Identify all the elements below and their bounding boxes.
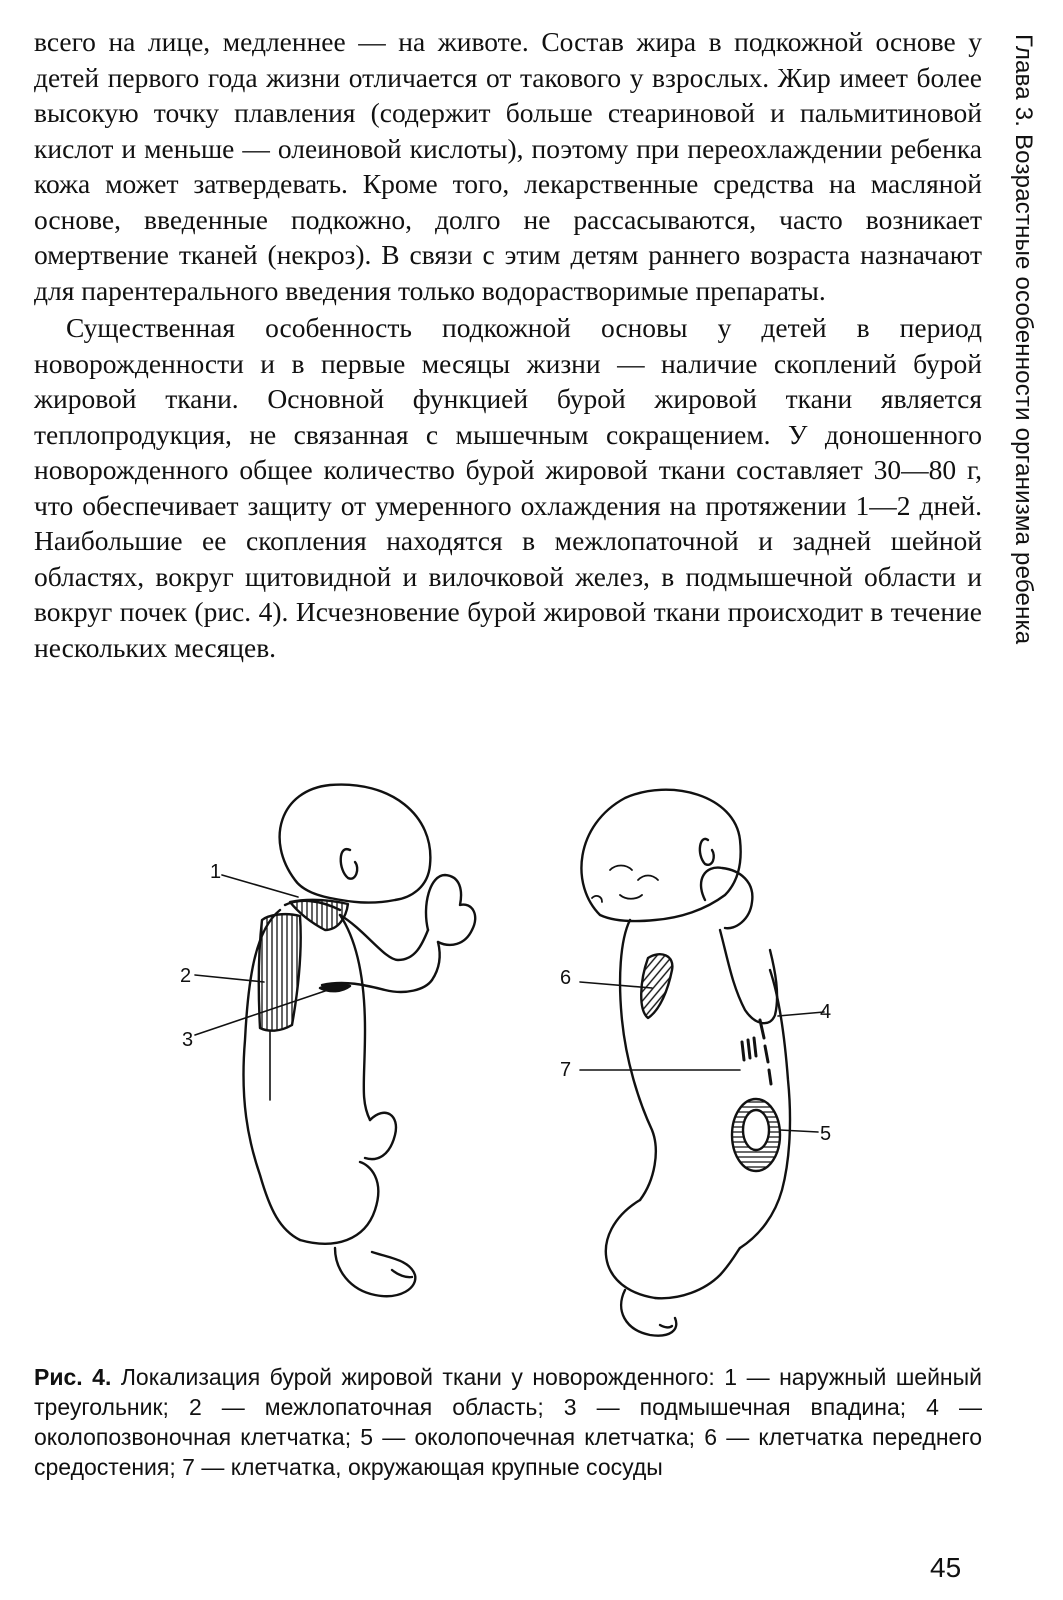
baby-front-view (580, 790, 824, 1336)
paragraph-2: Существенная особенность подкожной основы у детей в период новорожденности и в первые месяцы жизни — наличие скоплений бурой жировой ткани. Основной функцией бурой жировой ткани является теплопродукция, не связанная с мышечным сокращением. У доношенного новорожденного общее количество бурой жировой ткани составляет 30—80 г, что обеспечивает защиту от умеренного охлаждения на протяжении 1—2 дней. Наибольшие ее скопления находятся в межлопаточной и задней шейной областях, вокруг щитовидной и вилочковой желез, в подмышечной области и вокруг почек (рис. 4). Исчезновение бурой жировой ткани происходит в течение нескольких месяцев. (34, 312, 982, 663)
label-2: 2 (180, 965, 192, 987)
body-text (34, 24, 982, 665)
caption-lead: Рис. 4. (34, 1364, 112, 1390)
brown-fat-illustration (160, 770, 860, 1350)
label-1: 1 (210, 861, 222, 883)
paragraph-1: всего на лице, медленнее — на животе. Состав жира в подкожной основе у детей первого года жизни отличается от такового у взрослых. Жир имеет более высокую точку плавления (содержит больше стеариновой и пальмитиновой кислот и меньше — олеиновой кислоты), поэтому при переохлаждении ребенка кожа может затвердевать. Кроме того, лекарственные средства на масляной основе, введенные подкожно, долго не рассасываются, часто возникает омертвение тканей (некроз). В связи с этим детям раннего возраста назначают для парентерального введения только водорастворимые препараты. (34, 26, 982, 306)
label-3: 3 (182, 1029, 194, 1051)
running-head (1002, 34, 1042, 694)
label-6: 6 (560, 967, 572, 989)
label-7: 7 (560, 1059, 572, 1081)
figure-4 (160, 770, 860, 1350)
label-4: 4 (820, 1001, 832, 1023)
figure-caption (34, 1362, 982, 1482)
running-head-text: Глава 3. Возрастные особенности организма ребенка (1010, 34, 1037, 645)
label-5: 5 (820, 1123, 832, 1145)
caption-text: Локализация бурой жировой ткани у новорожденного: 1 — наружный шейный треугольник; 2 — межлопаточная область; 3 — подмышечная впадина; 4 — околопозвоночная клетчатка; 5 — околопочечная клетчатка; 6 — клетчатка переднего средостения; 7 — клетчатка, окружающая крупные сосуды (34, 1364, 982, 1480)
page-number: 45 (930, 1552, 962, 1583)
baby-back-view (195, 785, 475, 1297)
